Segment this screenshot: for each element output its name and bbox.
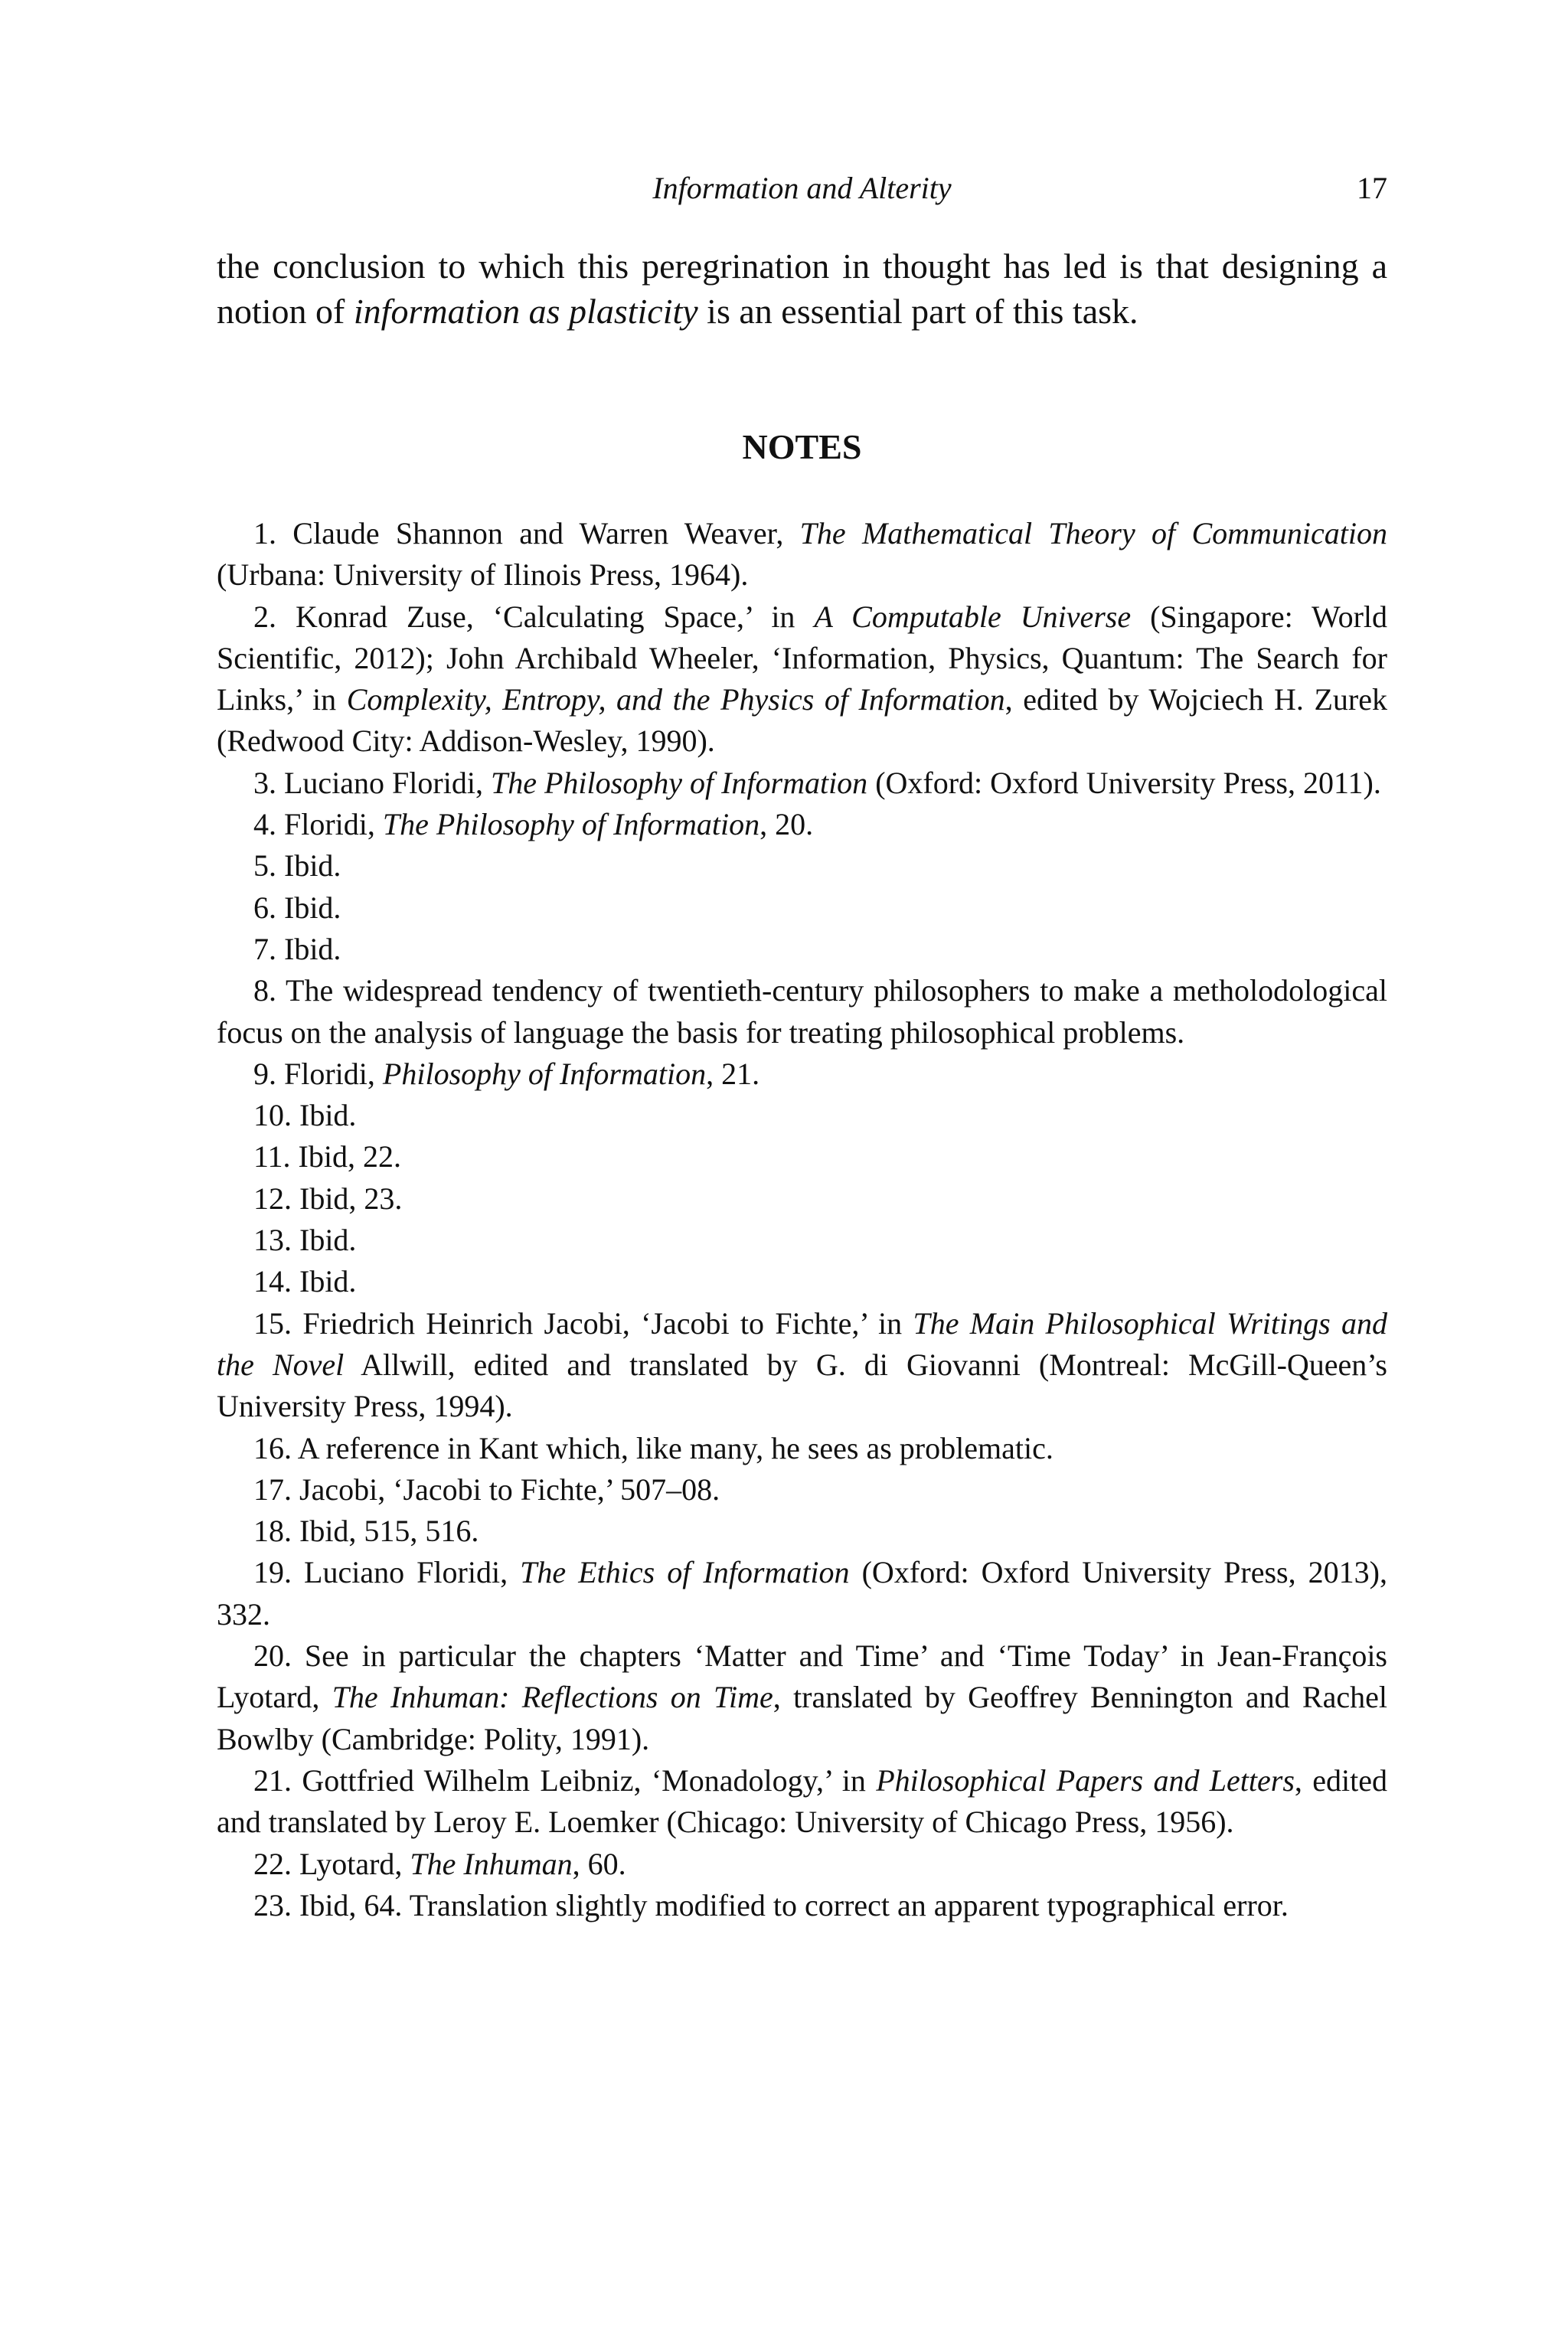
body-text: is an essential part of this task. <box>697 292 1138 331</box>
note-item <box>217 1635 1387 1760</box>
note-text: 2. Konrad Zuse, ‘Calculating Space,’ in <box>253 599 815 634</box>
note-text: 14. Ibid. <box>253 1264 357 1299</box>
note-item <box>217 763 1387 804</box>
note-text: 22. Lyotard, <box>253 1846 410 1881</box>
note-text: 6. Ibid. <box>253 890 341 925</box>
note-item <box>217 1511 1387 1552</box>
note-text: 7. Ibid. <box>253 931 341 966</box>
note-text: , edited by Wojciech H. Zurek (Redwood City: Addison-Wesley, 1990). <box>217 682 1388 759</box>
note-title-italic: The Inhuman <box>410 1846 573 1881</box>
note-text: Allwill, edited and translated by G. di Giovanni (Montreal: McGill-Queen’s University Press, 1994). <box>217 1347 1387 1424</box>
note-text: 4. Floridi, <box>253 807 383 842</box>
note-text: (Oxford: Oxford University Press, 2011). <box>867 765 1381 800</box>
note-text: 21. Gottfried Wilhelm Leibniz, ‘Monadology,’ in <box>253 1762 877 1798</box>
note-text: , edited and translated by Leroy E. Loemker (Chicago: University of Chicago Press, 1956). <box>217 1762 1388 1840</box>
note-item <box>217 1469 1387 1511</box>
note-text: 5. Ibid. <box>253 848 341 884</box>
note-item <box>217 1885 1387 1926</box>
note-item <box>217 845 1387 887</box>
note-text: , 20. <box>760 807 814 842</box>
note-title-italic: Philosophy of Information <box>382 1056 707 1091</box>
note-text: 17. Jacobi, ‘Jacobi to Fichte,’ 507–08. <box>253 1472 720 1507</box>
note-item <box>217 1303 1387 1428</box>
note-title-italic: Philosophical Papers and Letters <box>876 1762 1295 1798</box>
note-text: 20. See in particular the chapters ‘Matter and Time’ and ‘Time Today’ in Jean-François Lyotard, <box>217 1638 1387 1715</box>
body-emphasis: information as plasticity <box>353 292 698 331</box>
note-text: 11. Ibid, 22. <box>253 1139 401 1174</box>
note-text: (Singapore: World Scientific, 2012); John Archibald Wheeler, ‘Information, Physics, Quantum: The Search for Links,’ in <box>217 599 1388 717</box>
note-item <box>217 1054 1387 1095</box>
note-text: 10. Ibid. <box>253 1098 357 1133</box>
note-item <box>217 1220 1387 1261</box>
notes-list <box>217 513 1387 1926</box>
note-item <box>217 1261 1387 1302</box>
note-item <box>217 1760 1387 1844</box>
note-item <box>217 596 1387 763</box>
note-text: 12. Ibid, 23. <box>253 1181 403 1216</box>
note-text: 15. Friedrich Heinrich Jacobi, ‘Jacobi to Fichte,’ in <box>253 1305 913 1341</box>
running-head <box>217 167 1387 210</box>
note-text: (Urbana: University of Ilinois Press, 1964). <box>217 557 749 593</box>
note-text: 1. Claude Shannon and Warren Weaver, <box>253 516 800 550</box>
note-item <box>217 1178 1387 1220</box>
note-text: , 60. <box>572 1846 626 1881</box>
notes-heading: NOTES <box>742 427 862 466</box>
note-title-italic: The Philosophy of Information <box>490 765 868 800</box>
note-text: (Oxford: Oxford University Press, 2013), 332. <box>217 1555 1387 1632</box>
note-title-italic: Complexity, Entropy, and the Physics of Information <box>346 682 1005 717</box>
note-item <box>217 1095 1387 1136</box>
note-title-italic: The Inhuman: Reflections on Time <box>332 1680 773 1715</box>
note-text: 18. Ibid, 515, 516. <box>253 1514 479 1549</box>
note-title-italic: The Ethics of Information <box>520 1555 850 1590</box>
note-text: 19. Luciano Floridi, <box>253 1555 521 1590</box>
note-item <box>217 970 1387 1054</box>
note-item <box>217 1428 1387 1469</box>
note-title-italic: The Mathematical Theory of Communication <box>799 516 1387 550</box>
note-item <box>217 929 1387 970</box>
note-text: 23. Ibid, 64. Translation slightly modified to correct an apparent typographical error. <box>253 1887 1289 1922</box>
note-title-italic: The Philosophy of Information <box>382 807 760 842</box>
note-title-italic: The Main Philosophical Writings and the Novel <box>217 1305 1387 1382</box>
note-item <box>217 1844 1387 1885</box>
body-text: the conclusion to which this peregrination in thought has led is that designing a notion of <box>217 247 1387 331</box>
note-title-italic: A Computable Universe <box>814 599 1132 634</box>
note-text: 3. Luciano Floridi, <box>253 765 491 800</box>
note-text: 13. Ibid. <box>253 1223 357 1258</box>
page-number: 17 <box>1357 171 1387 205</box>
note-text: 9. Floridi, <box>253 1056 383 1091</box>
note-text: 16. A reference in Kant which, like many, he sees as problematic. <box>253 1430 1054 1465</box>
note-text: , translated by Geoffrey Bennington and Rachel Bowlby (Cambridge: Polity, 1991). <box>217 1680 1387 1756</box>
body-paragraph <box>217 243 1387 334</box>
note-item <box>217 804 1387 845</box>
note-item <box>217 1552 1387 1635</box>
note-item <box>217 513 1387 596</box>
running-head-title: Information and Alterity <box>652 171 952 205</box>
note-item <box>217 1136 1387 1178</box>
note-text: 8. The widespread tendency of twentieth-century philosophers to make a metholodological focus on the analysis of language the basis for treating philosophical problems. <box>217 973 1387 1050</box>
note-item <box>217 887 1387 929</box>
note-text: , 21. <box>706 1056 760 1091</box>
